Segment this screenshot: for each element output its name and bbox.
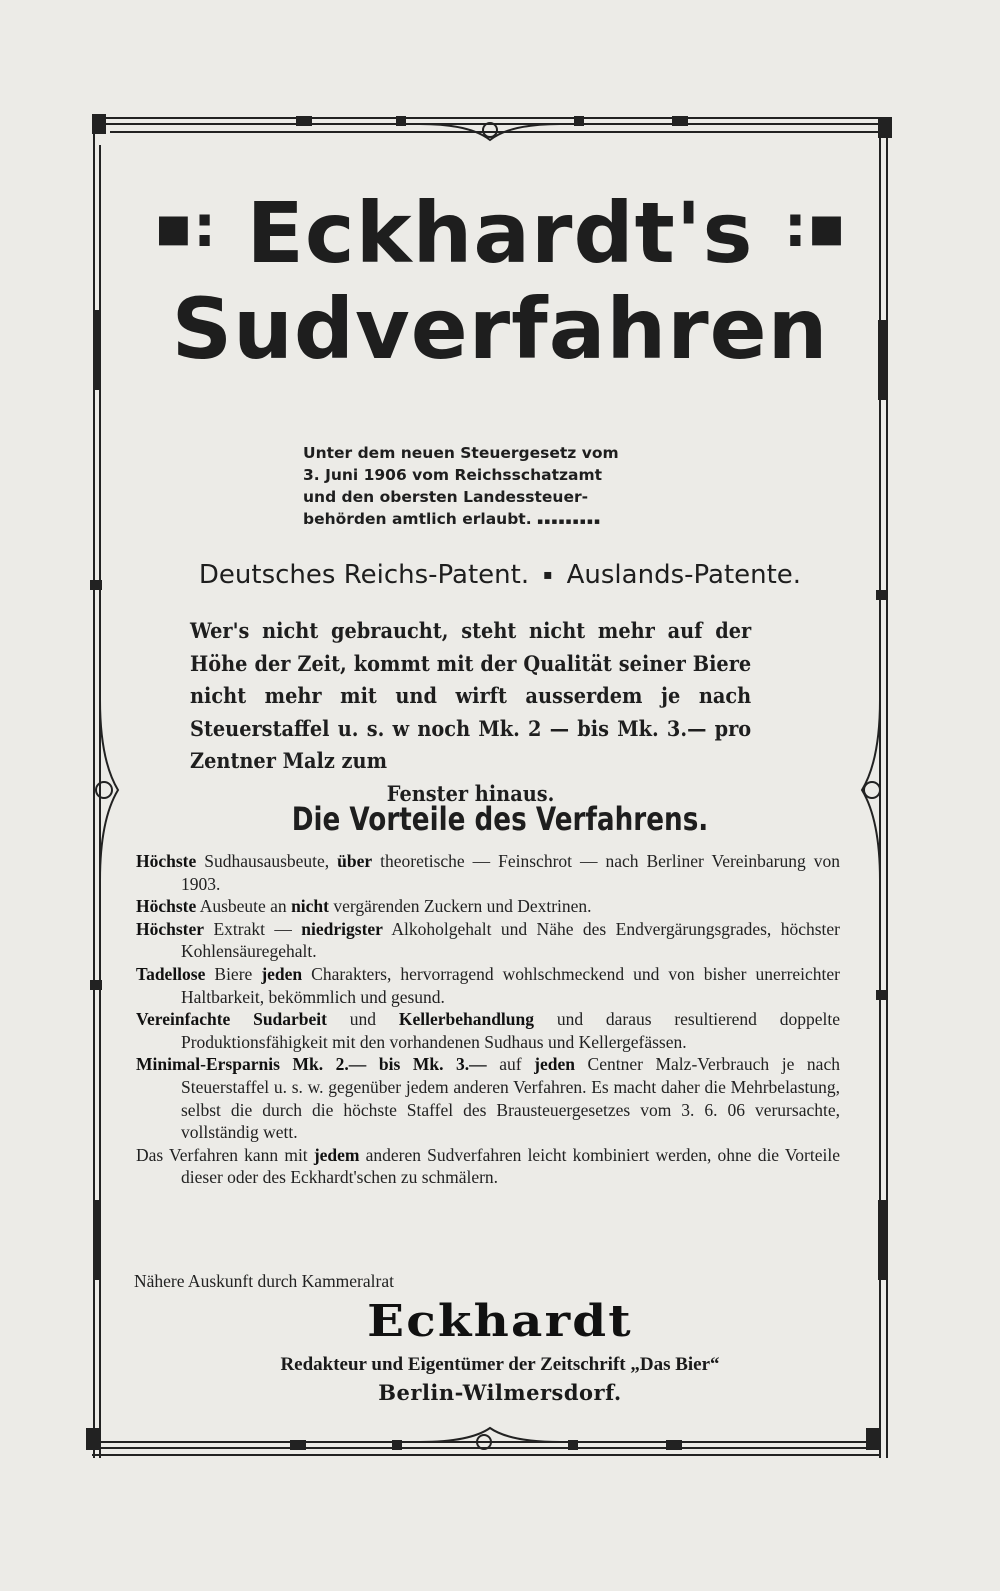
headline-line-2: Sudverfahren	[171, 280, 829, 378]
legal-line-text: behörden amtlich erlaubt.	[303, 510, 532, 528]
item-emphasis: jeden	[534, 1054, 575, 1075]
patent-separator: ▪	[543, 567, 553, 583]
ornament-right: :▪	[783, 192, 847, 260]
item-rest: und daraus resultierend doppelte Produktionsfähigkeit mit den vorhandenen Sudhaus und Kellergefässen.	[181, 1009, 840, 1052]
slogan-last-line: Fenster hinaus.	[386, 780, 555, 806]
advantages-title: Die Vorteile des Verfahrens.	[291, 800, 709, 838]
item-lead: Minimal-Ersparnis Mk. 2.— bis Mk. 3.—	[136, 1054, 487, 1075]
item-rest: Centner Malz-Verbrauch je nach Steuerstaffel u. s. w. gegenüber jedem anderen Verfahren. Es macht daher die Mehrbelastung, selbst die durch die höchste Staffel des Brausteuergesetzes vom 3. 6. 06 verursachte, vollständig wett.	[181, 1054, 840, 1143]
legal-line: Unter dem neuen Steuergesetz vom	[303, 444, 619, 462]
inquiry-line: Nähere Auskunft durch Kammeralrat	[134, 1271, 394, 1291]
item-lead: Höchste	[136, 896, 197, 917]
ornament-left: ▪:	[153, 192, 217, 260]
item-text: Das Verfahren kann mit	[136, 1144, 314, 1165]
item-emphasis: jeden	[261, 963, 303, 984]
brand-name-possessive: Eckhardt's	[246, 184, 754, 282]
item-rest: anderen Sudverfahren leicht kombiniert werden, ohne die Vorteile dieser oder des Eckhardt'schen zu schmälern.	[181, 1144, 840, 1188]
legal-line: 3. Juni 1906 vom Reichsschatzamt	[303, 466, 603, 484]
item-lead: Tadellose	[136, 963, 206, 984]
item-rest: Alkoholgehalt und Nähe des Endvergärungsgrades, höchster Kohlensäuregehalt.	[181, 918, 840, 962]
list-item	[136, 895, 840, 918]
item-emphasis: jedem	[313, 1144, 360, 1165]
item-rest: Charakters, hervorragend wohlschmeckend und von bisher unerreichter Haltbarkeit, bekömmlich und gesund.	[181, 963, 840, 1007]
item-emphasis: nicht	[291, 896, 329, 917]
list-item	[136, 1008, 840, 1053]
list-item	[136, 850, 840, 895]
list-item	[136, 963, 840, 1008]
item-emphasis: über	[337, 851, 373, 871]
contact-city: Berlin-Wilmersdorf.	[378, 1380, 622, 1405]
contact-role: Redakteur und Eigentümer der Zeitschrift „Das Bier“	[280, 1354, 720, 1375]
item-lead: Vereinfachte Sudarbeit	[136, 1009, 327, 1030]
patents-line	[140, 560, 860, 590]
headline	[150, 178, 850, 377]
dot-ornament: ▪▪▪▪▪▪▪▪▪	[537, 517, 601, 527]
list-item	[136, 1053, 840, 1143]
item-rest: vergärenden Zuckern und Dextrinen.	[329, 896, 592, 917]
slogan-text: Wer's nicht gebraucht, steht nicht mehr auf der Höhe der Zeit, kommt mit der Qualität seiner Biere nicht mehr mit und wirft ausserdem je nach Steuerstaffel u. s. w noch Mk. 2 — bis Mk. 3.— pro Zentner Malz zum	[190, 618, 752, 773]
headline-line-1	[150, 178, 850, 281]
slogan	[190, 615, 751, 810]
item-emphasis: niedrigster	[301, 918, 383, 939]
item-text: auf	[486, 1054, 535, 1075]
german-patent: Deutsches Reichs-Patent.	[198, 560, 530, 590]
legal-line: und den obersten Landessteuer-	[303, 488, 589, 506]
item-rest: theoretische — Feinschrot — nach Berliner Vereinbarung von 1903.	[181, 851, 840, 894]
item-lead: Höchste	[136, 851, 197, 871]
item-text: Sudhausausbeute,	[196, 851, 338, 871]
contact-name: Eckhardt	[367, 1296, 633, 1347]
list-item	[136, 1144, 840, 1189]
item-text: Ausbeute an	[196, 896, 292, 917]
item-text: Extrakt —	[204, 918, 302, 939]
item-emphasis: Kellerbehandlung	[398, 1009, 535, 1030]
legal-note	[303, 442, 703, 533]
item-text: Biere	[205, 963, 262, 984]
item-lead: Höchster	[136, 918, 205, 939]
item-text: und	[327, 1009, 399, 1030]
foreign-patents: Auslands-Patente.	[566, 560, 802, 590]
advantages-list	[136, 850, 840, 1189]
legal-line	[303, 508, 703, 533]
list-item	[136, 918, 840, 963]
